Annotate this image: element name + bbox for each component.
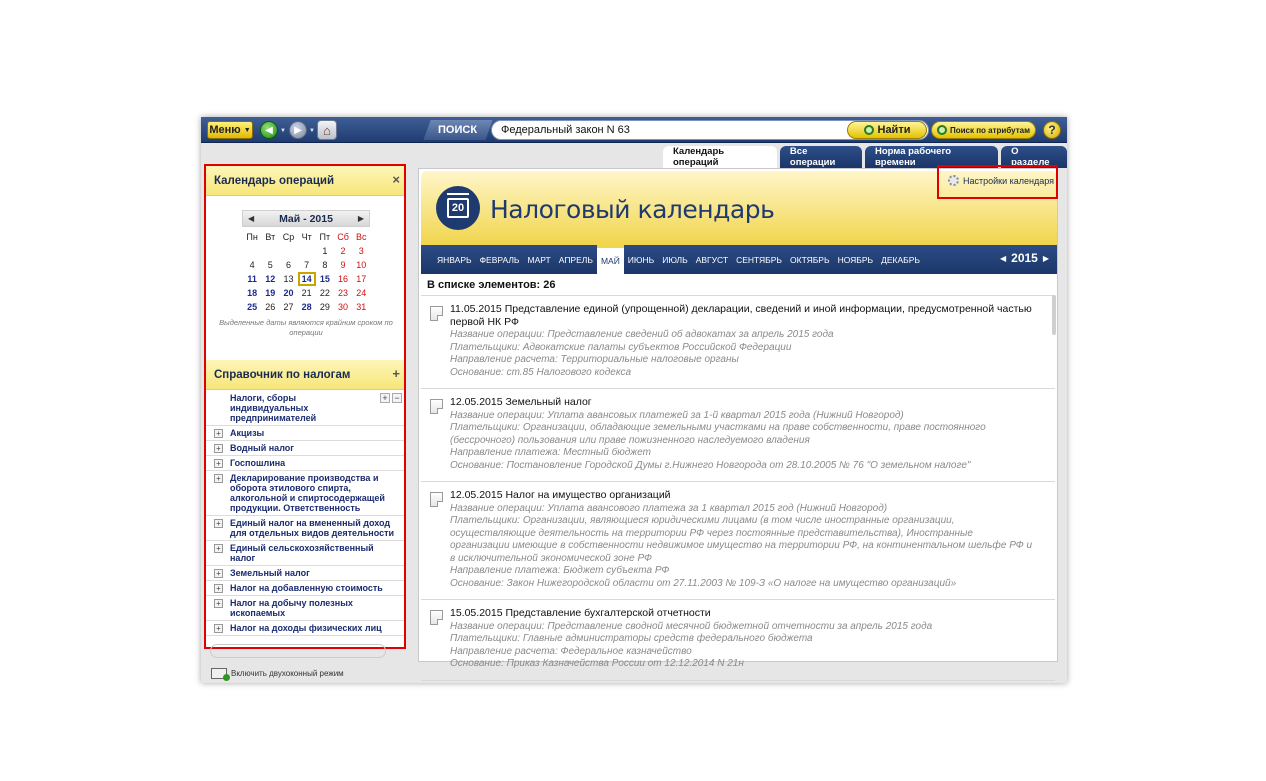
month-list	[433, 245, 924, 274]
month-label: Май - 2015	[279, 212, 333, 225]
expand-plus-icon[interactable]: +	[392, 366, 400, 381]
operation-detail: Название операции: Представление сведений об адвокатах за апрель 2015 года	[450, 329, 834, 340]
operation-title[interactable]: 11.05.2015 Представление единой (упрощенной) декларации, сведений и иной информации, предусмотренной частью первой НК РФ	[450, 303, 1032, 328]
month-tab[interactable]: ИЮЛЬ	[662, 254, 688, 265]
operation-detail: Плательщики: Организации, являющиеся юридическими лицами (в том числе иностранные организации, осуществляющие деятельность на территории РФ через постоянные представительства), Иностранные организации имеющие в собственности недвижимое имущество на территории РФ, на континентальном шельфе РФ и в исключительной экономической зоне РФ	[450, 515, 1033, 564]
document-icon	[430, 399, 443, 414]
tax-list-item[interactable]	[206, 566, 404, 581]
tax-item-label: Налог на доходы физических лиц	[230, 623, 382, 633]
operation-item[interactable]	[421, 600, 1055, 681]
weekday-label: Пн	[246, 232, 258, 242]
operation-title[interactable]: 12.05.2015 Налог на имущество организаций	[450, 489, 671, 501]
month-tab[interactable]: ИЮНЬ	[627, 254, 655, 265]
home-icon[interactable]: ⌂	[317, 120, 337, 140]
calendar-day[interactable]: 28	[301, 302, 312, 312]
search-icon	[864, 125, 874, 135]
calendar-empty-cell	[243, 244, 261, 258]
calendar-day[interactable]: 12	[265, 274, 276, 284]
calendar-day[interactable]: 6	[285, 260, 291, 270]
calendar-day[interactable]: 20	[283, 288, 294, 298]
expand-icon[interactable]: +	[214, 429, 223, 438]
back-arrow-icon[interactable]: ◀	[260, 121, 278, 139]
back-history-dropdown-icon[interactable]: ▼	[280, 128, 286, 134]
expand-icon[interactable]: +	[214, 444, 223, 453]
tax-item-label: Декларирование производства и оборота этилового спирта, алкогольной и спиртосодержащей продукции. Ответственность	[230, 473, 385, 513]
document-icon	[430, 610, 443, 625]
tax-list-item[interactable]	[206, 516, 404, 541]
remove-icon[interactable]: −	[392, 393, 402, 403]
caret-down-icon: ▼	[243, 126, 251, 134]
expand-icon[interactable]: +	[214, 474, 223, 483]
calendar-day[interactable]: 3	[358, 246, 364, 256]
tax-item-label: Единый сельскохозяйственный налог	[230, 543, 374, 563]
calendar-day[interactable]: 17	[356, 274, 367, 284]
operation-detail: Направление платежа: Местный бюджет	[450, 447, 651, 458]
calendar-day[interactable]: 14	[298, 272, 316, 286]
operation-detail: Название операции: Представление сводной месячной бюджетной отчетности за апрель 2015 года	[450, 620, 933, 632]
find-button[interactable]	[847, 121, 927, 139]
tax-list-item[interactable]	[206, 426, 404, 441]
calendar-day[interactable]: 29	[319, 302, 330, 312]
app-window	[201, 117, 1067, 683]
expand-icon[interactable]: +	[214, 624, 223, 633]
weekday-header	[243, 230, 371, 244]
calendar-day[interactable]: 21	[301, 288, 312, 298]
tax-item-label: Земельный налог	[230, 568, 310, 578]
menu-label: Меню	[209, 124, 241, 136]
prev-month-icon[interactable]: ◀	[248, 214, 255, 223]
month-tab[interactable]: ДЕКАБРЬ	[881, 254, 920, 265]
calendar-grid	[243, 230, 371, 314]
attribute-search-button[interactable]	[931, 121, 1036, 139]
calendar-day[interactable]: 25	[247, 302, 258, 312]
calendar-day[interactable]: 26	[265, 302, 276, 312]
calendar-day[interactable]: 18	[247, 288, 258, 298]
weekday-label: Сб	[337, 232, 349, 242]
tax-list-item[interactable]	[206, 581, 404, 596]
help-icon[interactable]: ?	[1043, 121, 1061, 139]
scrollbar[interactable]	[1052, 295, 1056, 335]
month-tab[interactable]: СЕНТЯБРЬ	[736, 254, 783, 265]
tax-list-item[interactable]	[206, 596, 404, 621]
calendar-day[interactable]: 5	[267, 260, 273, 270]
expand-icon[interactable]: +	[214, 584, 223, 593]
expand-icon[interactable]: +	[214, 599, 223, 608]
search-section-label	[423, 120, 492, 140]
expand-icon[interactable]: +	[214, 569, 223, 578]
calendar-day[interactable]: 30	[338, 302, 349, 312]
tax-item-label: Налог на добавленную стоимость	[230, 583, 383, 593]
weekday-label: Вт	[265, 232, 276, 242]
operation-detail: Направление платежа: Бюджет субъекта РФ	[450, 565, 670, 576]
calendar-icon-date: 20	[447, 198, 469, 218]
prev-year-icon[interactable]: ◀	[999, 253, 1007, 263]
top-toolbar	[201, 117, 1067, 143]
month-navigator	[242, 210, 370, 227]
calendar-week	[243, 286, 371, 300]
operation-detail: Направление расчета: Территориальные налоговые органы	[450, 354, 739, 365]
month-tab[interactable]: МАЙ	[597, 245, 624, 274]
calendar-day[interactable]: 24	[356, 288, 367, 298]
forward-arrow-icon[interactable]: ▶	[289, 121, 307, 139]
calendar-week	[243, 258, 371, 272]
year-label: 2015	[1011, 251, 1038, 265]
dual-mode-toggle[interactable]	[211, 668, 344, 679]
left-panel	[204, 164, 406, 649]
calendar-icon	[436, 186, 480, 230]
calendar-panel-title: Календарь операций	[214, 175, 335, 187]
calendar-banner	[421, 171, 1057, 245]
month-tab[interactable]: АВГУСТ	[695, 254, 729, 265]
calendar-day[interactable]: 23	[338, 288, 349, 298]
calendar-day[interactable]: 1	[322, 246, 328, 256]
tax-panel-title: Справочник по налогам	[214, 369, 351, 381]
month-tab[interactable]: НОЯБРЬ	[837, 254, 874, 265]
tax-list-item[interactable]	[206, 541, 404, 566]
month-tab[interactable]: АПРЕЛЬ	[558, 254, 593, 265]
operation-item[interactable]	[421, 295, 1055, 389]
document-icon	[430, 306, 443, 321]
calendar-day[interactable]: 7	[304, 260, 310, 270]
operation-detail: Основание: Приказ Казначейства России от 12.12.2014 N 21н	[450, 658, 744, 669]
next-month-icon[interactable]: ▶	[357, 214, 364, 223]
tax-list-item[interactable]	[206, 456, 404, 471]
calendar-week	[243, 272, 371, 286]
expand-icon[interactable]: +	[214, 459, 223, 468]
tax-list-item[interactable]	[206, 441, 404, 456]
page-title: Налоговый календарь	[490, 195, 775, 224]
weekday-label: Ср	[282, 232, 295, 242]
settings-label: Настройки календаря	[963, 175, 1055, 186]
tax-item-label: Водный налог	[230, 443, 295, 453]
operation-item[interactable]	[421, 389, 1055, 482]
calendar-day[interactable]: 10	[356, 260, 367, 270]
calendar-day[interactable]: 22	[319, 288, 330, 298]
operations-list	[421, 295, 1055, 669]
close-icon[interactable]: ×	[392, 172, 400, 187]
weekday-label: Пт	[319, 232, 331, 242]
weekday-label: Вс	[355, 232, 367, 242]
operation-item[interactable]	[421, 482, 1055, 600]
calendar-empty-cell	[261, 244, 279, 258]
operation-detail: Плательщики: Главные администраторы средств федерального бюджета	[450, 633, 813, 644]
calendar-empty-cell	[279, 244, 297, 258]
tax-item-label: Единый налог на вмененный доход для отдельных видов деятельности	[230, 518, 395, 538]
operation-detail: Название операции: Уплата авансового платежа за 1 квартал 2015 год (Нижний Новгород)	[450, 502, 888, 514]
calendar-day[interactable]: 16	[338, 274, 349, 284]
calendar-week	[243, 300, 371, 314]
calendar-day[interactable]: 4	[249, 260, 255, 270]
calendar-day[interactable]: 11	[247, 274, 257, 284]
calendar-settings-link[interactable]	[948, 175, 1054, 186]
attribute-search-icon	[937, 125, 947, 135]
month-tab[interactable]: ЯНВАРЬ	[437, 254, 472, 265]
tab-working-time[interactable]: Норма рабочего времени	[865, 146, 998, 168]
find-label: Найти	[877, 124, 911, 136]
dual-mode-label: Включить двухоконный режим	[231, 669, 344, 678]
operation-detail: Основание: ст.85 Налогового кодекса	[450, 366, 632, 378]
calendar-day[interactable]: 13	[283, 274, 294, 284]
left-search-input[interactable]	[210, 644, 386, 658]
item-actions	[380, 393, 402, 403]
calendar-panel-header	[206, 166, 404, 196]
tax-item-label: Налоги, сборы индивидуальных предпринимателей	[230, 393, 317, 423]
expand-icon[interactable]: +	[214, 519, 223, 528]
operation-title[interactable]: 15.05.2015 Представление бухгалтерской отчетности	[450, 607, 711, 619]
months-bar	[421, 245, 1057, 274]
operation-detail: Название операции: Уплата авансовых платежей за 1-й квартал 2015 года (Нижний Новгород)	[450, 409, 904, 421]
gear-icon	[948, 175, 959, 186]
tab-about[interactable]: О разделе	[1001, 146, 1067, 168]
tax-item-label: Акцизы	[230, 428, 265, 438]
tab-operations-calendar[interactable]: Календарь операций	[663, 146, 777, 168]
year-navigator	[1000, 251, 1049, 265]
search-label-text: ПОИСК	[438, 124, 478, 136]
tax-list-item[interactable]	[206, 621, 404, 636]
tax-item-label: Налог на добычу полезных ископаемых	[230, 598, 353, 618]
weekday-label: Чт	[301, 232, 312, 242]
month-tab[interactable]: ОКТЯБРЬ	[790, 254, 830, 265]
calendar-week	[243, 244, 371, 258]
calendar-note: Выделенные даты являются крайним сроком по операции	[219, 318, 393, 337]
items-count: В списке элементов: 26	[427, 279, 556, 291]
add-icon[interactable]: +	[380, 393, 390, 403]
operation-detail: Основание: Закон Нижегородской области от 27.11.2003 № 109-З «О налоге на имущество организаций»	[450, 577, 957, 589]
calendar-day[interactable]: 9	[340, 260, 346, 270]
next-year-icon[interactable]: ▶	[1042, 253, 1049, 263]
operation-detail: Основание: Постановление Городской Думы г.Нижнего Новгорода от 28.10.2005 № 76 "О земельном налоге"	[450, 459, 971, 471]
operation-detail: Плательщики: Адвокатские палаты субъектов Российской Федерации	[450, 341, 792, 353]
calendar-day[interactable]: 31	[356, 302, 367, 312]
operation-title[interactable]: 12.05.2015 Земельный налог	[450, 396, 592, 408]
document-icon	[430, 492, 443, 507]
forward-history-dropdown-icon[interactable]: ▼	[309, 128, 315, 134]
calendar-day[interactable]: 19	[265, 288, 276, 298]
calendar-day[interactable]: 27	[283, 302, 294, 312]
month-tab[interactable]: ФЕВРАЛЬ	[479, 254, 520, 265]
tax-list-item[interactable]	[206, 391, 404, 426]
dual-window-icon	[211, 668, 227, 679]
calendar-day[interactable]: 15	[319, 274, 330, 284]
tax-item-label: Госпошлина	[230, 458, 286, 468]
tab-all-operations[interactable]: Все операции	[780, 146, 862, 168]
calendar-day[interactable]: 8	[322, 260, 328, 270]
month-tab[interactable]: МАРТ	[527, 254, 551, 265]
operation-detail: Плательщики: Организации, обладающие земельными участками на праве собственности, праве постоянного (бессрочного) пользования или праве пожизненного наследуемого владения	[450, 422, 986, 446]
operation-detail: Направление расчета: Федеральное казначейство	[450, 645, 692, 657]
calendar-day[interactable]: 2	[340, 246, 346, 256]
calendar-empty-cell	[298, 244, 316, 258]
attribute-search-label: Поиск по атрибутам	[949, 125, 1030, 135]
tax-list-item[interactable]	[206, 471, 404, 516]
tax-list	[206, 391, 404, 636]
menu-button[interactable]	[207, 121, 253, 139]
tax-panel-header	[206, 360, 404, 390]
expand-icon[interactable]: +	[214, 544, 223, 553]
main-content	[418, 168, 1058, 669]
